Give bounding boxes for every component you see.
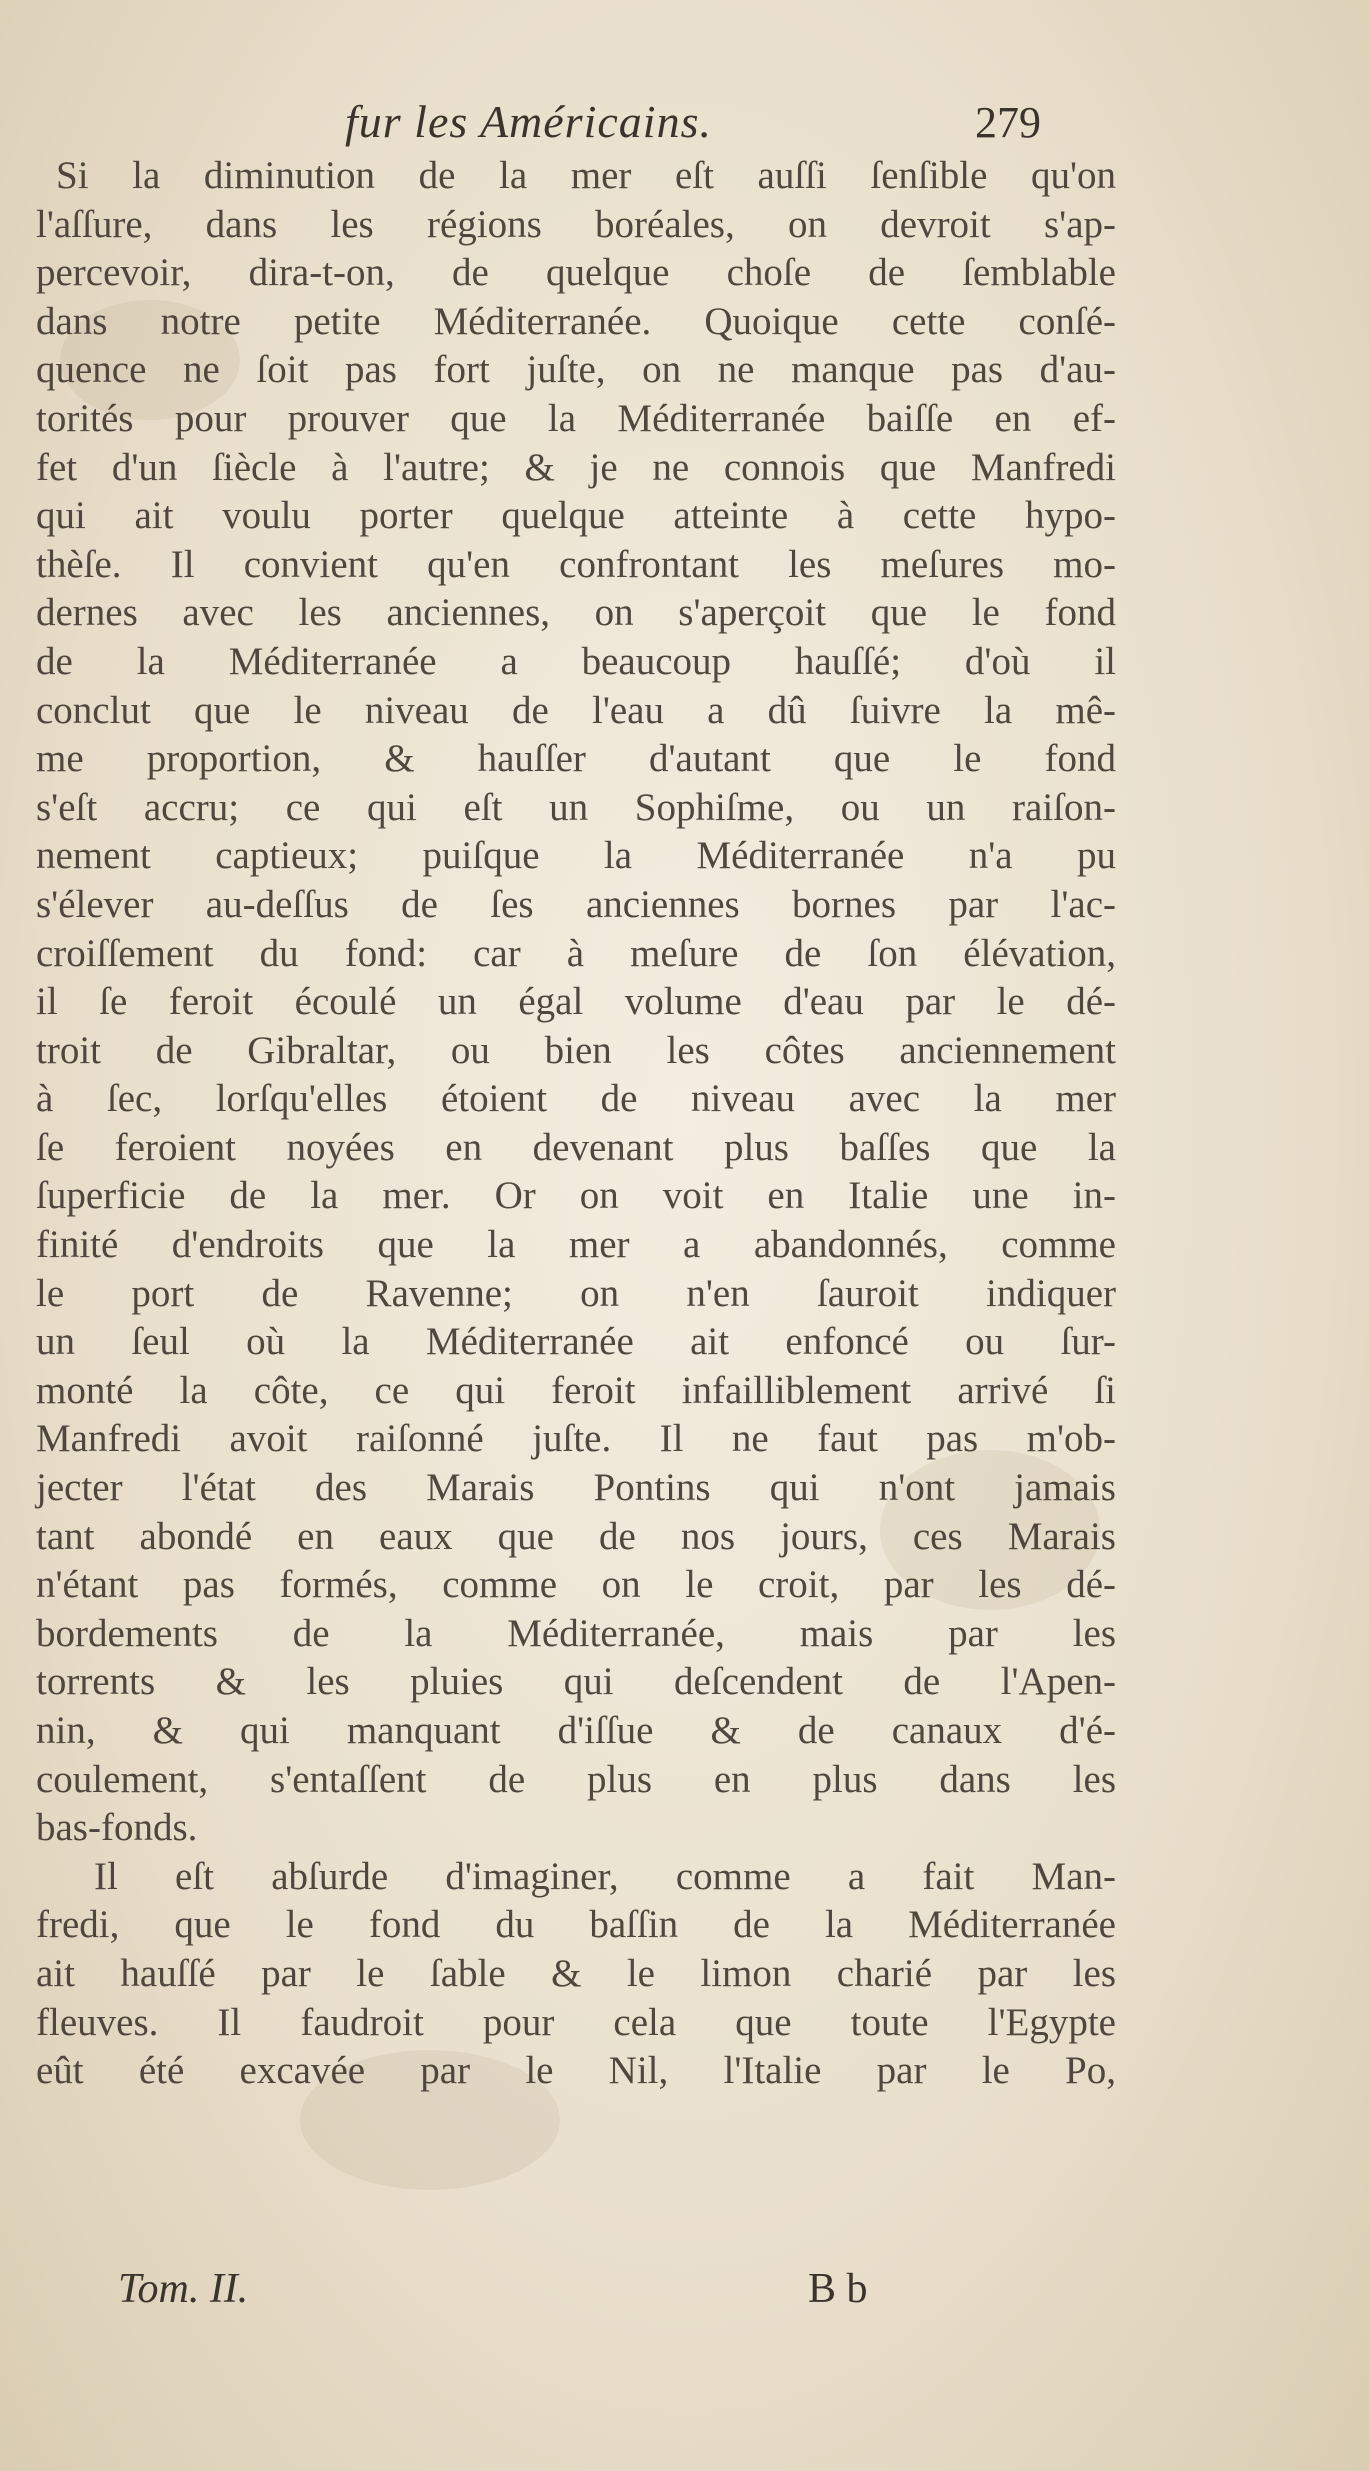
text-line: Il eſt abſurde d'imaginer, comme a fait Man- (94, 1854, 1116, 1898)
text-line: dernes avec les anciennes, on s'aperçoit que le fond (36, 591, 1116, 635)
text-line: croiſſement du fond: car à meſure de ſon élévation, (36, 931, 1116, 975)
text-line: bas-fonds. (36, 1806, 198, 1850)
text-line: conclut que le niveau de l'eau a dû ſuivre la mê- (36, 688, 1116, 732)
paragraph-2 (36, 1853, 1116, 2096)
text-line: s'eſt accru; ce qui eſt un Sophiſme, ou un raiſon- (36, 785, 1116, 829)
text-line: thèſe. Il convient qu'en confrontant les meſures mo- (36, 542, 1116, 586)
text-line: bordements de la Méditerranée, mais par les (36, 1611, 1116, 1655)
text-line: nement captieux; puiſque la Méditerranée n'a pu (36, 834, 1116, 878)
text-line: ſe feroient noyées en devenant plus baſſes que la (36, 1125, 1116, 1169)
text-line: à ſec, lorſqu'elles étoient de niveau avec la mer (36, 1077, 1116, 1121)
text-line: torités pour prouver que la Méditerranée baiſſe en ef- (36, 396, 1116, 440)
text-line: n'étant pas formés, comme on le croit, par les dé- (36, 1563, 1116, 1607)
text-line: percevoir, dira-t-on, de quelque choſe de ſemblable (36, 251, 1116, 295)
text-line: qui ait voulu porter quelque atteinte à cette hypo- (36, 494, 1116, 538)
text-line: Manfredi avoit raiſonné juſte. Il ne faut pas m'ob- (36, 1417, 1116, 1461)
running-head: fur les Américains. (345, 96, 712, 147)
text-line: nin, & qui manquant d'iſſue & de canaux d'é- (36, 1709, 1116, 1752)
text-line: le port de Ravenne; on n'en ſauroit indiquer (36, 1271, 1116, 1315)
text-line: dans notre petite Méditerranée. Quoique cette conſé- (36, 299, 1116, 343)
text-line: troit de Gibraltar, ou bien les côtes anciennement (36, 1028, 1116, 1072)
page-header (0, 95, 1369, 155)
page-number: 279 (975, 98, 1041, 147)
text-line: monté la côte, ce qui feroit infailliblement arrivé ſi (36, 1368, 1116, 1412)
text-line: de la Méditerranée a beaucoup hauſſé; d'où il (36, 639, 1116, 683)
text-line: tant abondé en eaux que de nos jours, ces Marais (36, 1514, 1116, 1558)
text-line: quence ne ſoit pas fort juſte, on ne manque pas d'au- (36, 348, 1116, 392)
paragraph-1 (36, 152, 1116, 1853)
text-line: s'élever au-deſſus de ſes anciennes bornes par l'ac- (36, 882, 1116, 926)
text-line: fet d'un ſiècle à l'autre; & je ne connois que Manfredi (36, 445, 1116, 489)
text-line: il ſe feroit écoulé un égal volume d'eau par le dé- (36, 980, 1116, 1024)
text-line: jecter l'état des Marais Pontins qui n'ont jamais (36, 1466, 1116, 1510)
gathering-signature: B b (808, 2266, 868, 2312)
text-line: un ſeul où la Méditerranée ait enfoncé ou ſur- (36, 1320, 1116, 1364)
body-text (36, 152, 1116, 2096)
text-line: eût été excavée par le Nil, l'Italie par le Po, (36, 2049, 1116, 2093)
page-footer (0, 2265, 1369, 2321)
text-line: Si la diminution de la mer eſt auſſi ſenſible qu'on (56, 154, 1116, 197)
volume-signature: Tom. II. (118, 2266, 249, 2312)
text-line: me proportion, & hauſſer d'autant que le fond (36, 737, 1116, 781)
text-line: fredi, que le fond du baſſin de la Méditerranée (36, 1903, 1116, 1947)
text-line: ait hauſſé par le ſable & le limon charié par les (36, 1951, 1116, 1995)
text-line: torrents & les pluies qui deſcendent de l'Apen- (36, 1660, 1116, 1704)
text-line: finité d'endroits que la mer a abandonnés, comme (36, 1223, 1116, 1267)
text-line: l'aſſure, dans les régions boréales, on devroit s'ap- (36, 202, 1116, 246)
text-line: ſuperficie de la mer. Or on voit en Italie une in- (36, 1174, 1116, 1218)
text-line: coulement, s'entaſſent de plus en plus dans les (36, 1757, 1116, 1801)
text-line: fleuves. Il faudroit pour cela que toute l'Egypte (36, 2000, 1116, 2044)
